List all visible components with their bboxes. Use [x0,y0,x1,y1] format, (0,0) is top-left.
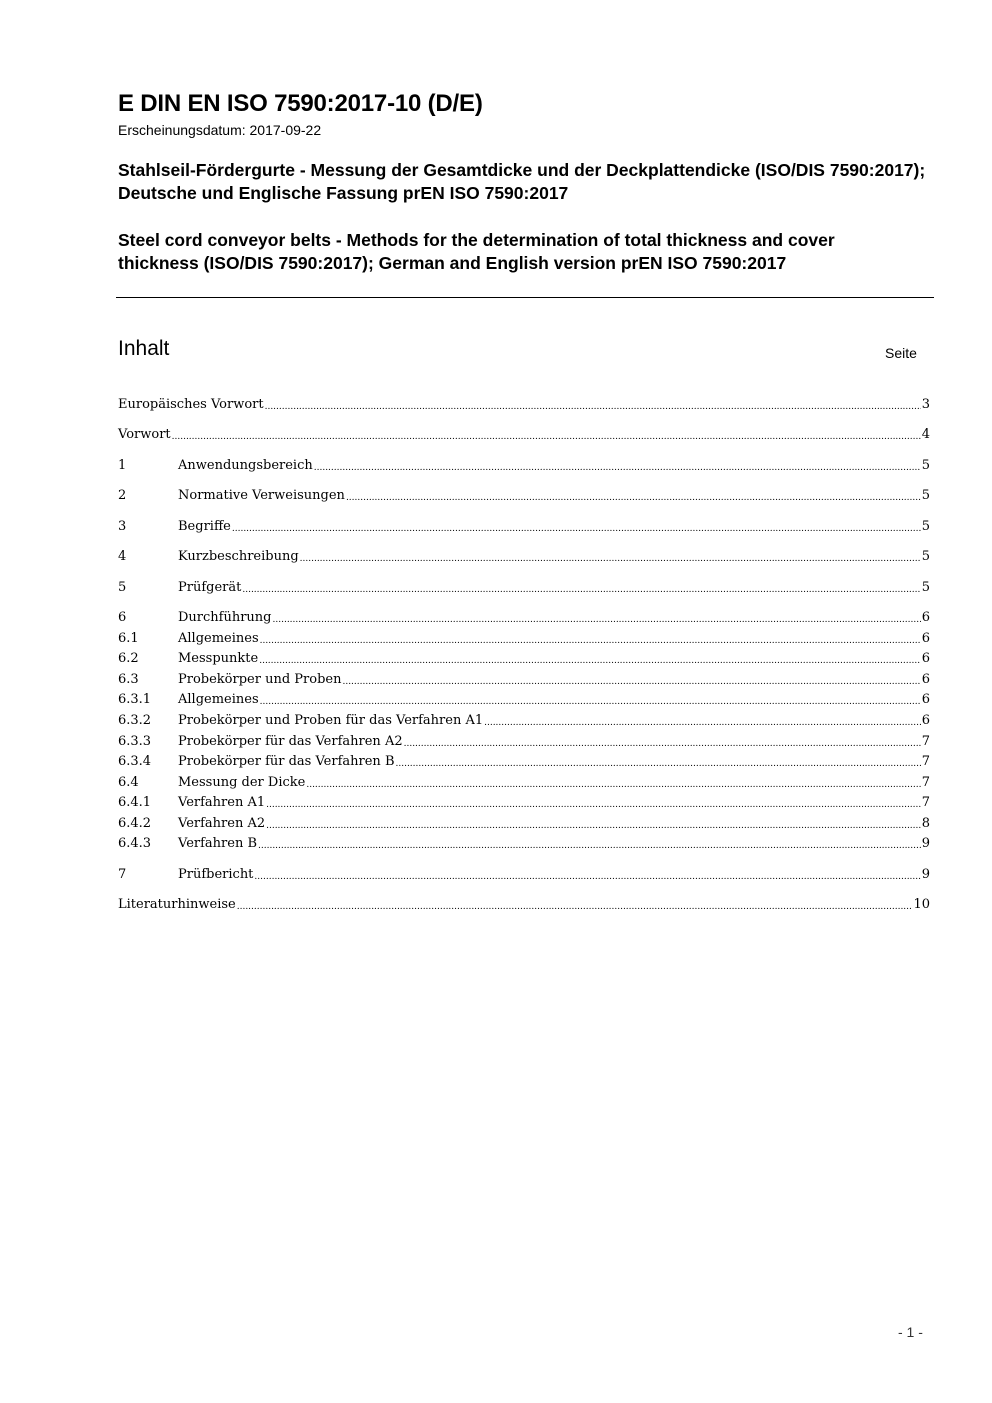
toc-entry-title: Messung der Dicke [178,775,306,790]
document-id: E DIN EN ISO 7590:2017-10 (D/E) [118,90,483,117]
toc-entry-title: Probekörper für das Verfahren A2 [178,734,403,749]
toc-entry-page: 7 [921,795,930,810]
toc-entry-title: Prüfgerät [178,580,242,595]
toc-entry-page: 5 [921,580,930,595]
toc-entry-number: 6.3 [118,672,139,687]
toc-entry[interactable] [118,774,930,792]
toc-dot-leader [314,457,921,475]
toc-entry-title: Durchführung [178,610,272,625]
toc-entry-number: 7 [118,867,127,882]
toc-entry[interactable] [118,794,930,812]
toc-entry-page: 6 [921,651,930,666]
toc-entry[interactable] [118,650,930,668]
toc-entry-title: Normative Verweisungen [178,488,345,503]
toc-dot-leader [342,671,920,689]
toc-dot-leader [254,866,920,884]
toc-dot-leader [300,548,921,566]
toc-entry-title: Begriffe [178,519,231,534]
toc-entry[interactable] [118,691,930,709]
toc-entry-page: 9 [921,836,930,851]
toc-entry-number: 6.3.2 [118,713,152,728]
toc-entry-title: Europäisches Vorwort [118,397,264,412]
toc-entry-page: 7 [921,734,930,749]
toc-entry[interactable] [118,579,930,597]
toc-dot-leader [346,487,921,505]
toc-entry-number: 6.3.3 [118,734,152,749]
toc-dot-leader [396,753,921,771]
toc-entry-page: 7 [921,754,930,769]
toc-dot-leader [266,815,921,833]
toc-entry-number: 6.1 [118,631,139,646]
toc-entry[interactable] [118,487,930,505]
toc-entry-title: Probekörper und Proben für das Verfahren A1 [178,713,484,728]
publication-date: Erscheinungsdatum: 2017-09-22 [118,122,322,138]
toc-entry-number: 3 [118,519,127,534]
toc-entry-number: 6.4.2 [118,816,152,831]
toc-entry[interactable] [118,396,930,414]
toc-entry-title: Prüfbericht [178,867,254,882]
toc-entry-title: Allgemeines [178,692,259,707]
toc-entry-number: 6.4.1 [118,795,152,810]
toc-entry-page: 9 [921,867,930,882]
toc-entry-number: 6.4.3 [118,836,152,851]
toc-entry-title: Verfahren B [178,836,258,851]
toc-entry[interactable] [118,896,930,914]
toc-entry-number: 6.3.1 [118,692,152,707]
toc-entry[interactable] [118,815,930,833]
toc-entry-title: Allgemeines [178,631,259,646]
toc-entry-title: Anwendungsbereich [178,458,313,473]
toc-entry-number: 2 [118,488,127,503]
toc-entry-number: 1 [118,458,127,473]
toc-entry[interactable] [118,733,930,751]
toc-entry-number: 6.2 [118,651,139,666]
toc-page-column-label: Seite [885,345,917,361]
toc-entry-title: Probekörper und Proben [178,672,342,687]
toc-entry-page: 5 [921,458,930,473]
toc-entry[interactable] [118,753,930,771]
toc-entry-page: 6 [921,713,930,728]
toc-dot-leader [242,579,920,597]
toc-entry-page: 6 [921,692,930,707]
toc-dot-leader [237,896,913,914]
toc-entry-title: Literaturhinweise [118,897,236,912]
toc-dot-leader [258,835,921,853]
toc-dot-leader [484,712,921,730]
header-divider [116,297,934,298]
toc-heading: Inhalt [118,337,170,360]
toc-dot-leader [232,518,921,536]
toc-dot-leader [260,630,921,648]
toc-entry[interactable] [118,866,930,884]
toc-entry-page: 4 [921,427,930,442]
toc-entry-title: Vorwort [118,427,171,442]
toc-entry-page: 10 [913,897,930,912]
toc-entry-page: 7 [921,775,930,790]
toc-entry-title: Probekörper für das Verfahren B [178,754,395,769]
toc-entry-title: Messpunkte [178,651,259,666]
toc-entry[interactable] [118,518,930,536]
toc-dot-leader [404,733,921,751]
toc-entry-number: 4 [118,549,127,564]
toc-entry-page: 5 [921,519,930,534]
toc-entry[interactable] [118,548,930,566]
toc-entry-title: Verfahren A2 [178,816,266,831]
toc-dot-leader [265,396,921,414]
toc-entry[interactable] [118,609,930,627]
toc-entry[interactable] [118,426,930,444]
toc-entry-page: 6 [921,610,930,625]
toc-entry-page: 6 [921,672,930,687]
toc-entry-page: 8 [921,816,930,831]
toc-dot-leader [306,774,920,792]
footer-page-number: - 1 - [898,1324,923,1340]
toc-entry-page: 3 [921,397,930,412]
toc-entry-title: Kurzbeschreibung [178,549,299,564]
title-english: Steel cord conveyor belts - Methods for the determination of total thickness and cover thickness (ISO/DIS 7590:2017); German and English version prEN ISO 7590:2017 [118,230,835,273]
toc-entry-page: 5 [921,549,930,564]
title-german: Stahlseil-Fördergurte - Messung der Gesamtdicke und der Deckplattendicke (ISO/DIS 7590:2017); Deutsche und Englische Fassung prEN ISO 7590:2017 [118,160,926,203]
toc-entry-number: 6.4 [118,775,139,790]
toc-entry-number: 6 [118,610,127,625]
toc-entry-page: 5 [921,488,930,503]
toc-entry[interactable] [118,671,930,689]
toc-entry[interactable] [118,457,930,475]
toc-entry[interactable] [118,835,930,853]
toc-dot-leader [266,794,921,812]
toc-dot-leader [273,609,921,627]
toc-dot-leader [260,691,921,709]
toc-entry-title: Verfahren A1 [178,795,266,810]
toc-entry[interactable] [118,712,930,730]
toc-dot-leader [172,426,921,444]
toc-entry-number: 6.3.4 [118,754,152,769]
toc-entry[interactable] [118,630,930,648]
toc-dot-leader [259,650,921,668]
toc-entry-number: 5 [118,580,127,595]
toc-entry-page: 6 [921,631,930,646]
